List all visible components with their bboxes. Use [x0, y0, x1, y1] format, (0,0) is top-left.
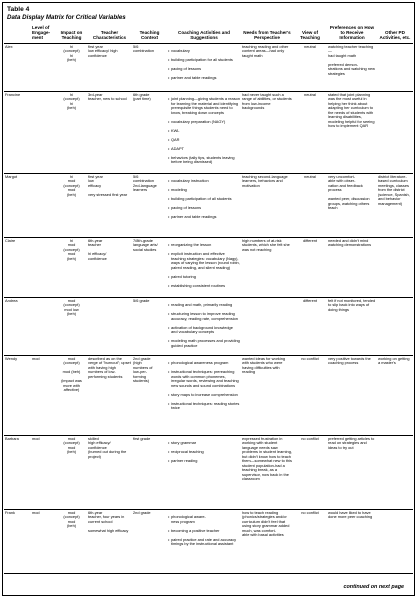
context-cell: 5/6 combination — [132, 43, 167, 91]
other-cell — [377, 237, 413, 297]
coaching-item: • KWL — [168, 129, 240, 134]
table-row — [4, 237, 413, 297]
teacher-name: Claire — [4, 237, 31, 297]
impact-cell: mod (concept) mod (beh) — [56, 509, 87, 573]
engagement-cell: mod — [31, 435, 56, 509]
needs-cell: high numbers of at-risk students, which she felt she was not reaching — [241, 237, 293, 297]
table-page — [2, 2, 415, 596]
table-row — [4, 509, 413, 573]
coaching-cell — [167, 435, 241, 509]
characteristics-cell: described as on the verge of "burnout"; upset with having high numbers of low-performing students — [87, 355, 132, 435]
context-cell: 7/8th-grade language arts/ social studies — [132, 237, 167, 297]
data-display-matrix — [4, 24, 413, 574]
view-cell: no conflict — [293, 355, 327, 435]
table-title: Data Display Matrix for Critical Variables — [7, 14, 126, 21]
coaching-item: • building participation for all students — [168, 58, 240, 63]
coaching-item: • partner reading — [168, 459, 240, 464]
table-row — [4, 91, 413, 173]
other-cell — [377, 509, 413, 573]
needs-cell: wanted ideas for working with students who were having difficulties with reading — [241, 355, 293, 435]
coaching-item: • paired tutoring — [168, 275, 240, 280]
engagement-cell — [31, 297, 56, 355]
characteristics-cell: first year low efficacy/ high confidence — [87, 43, 132, 91]
header-engagement: Level of Engage- ment — [31, 24, 56, 43]
impact-cell: mod (concept) mod low (beh) — [56, 297, 87, 355]
coaching-item: • ADAPT — [168, 147, 240, 152]
coaching-item: • instructional techniques: reading stories twice — [168, 402, 240, 411]
preferences-cell: very uncomfort- able with obser- vation and feedback process wanted peer, discussion groups, watching others teach — [327, 173, 377, 237]
needs-cell: expressed frustration in working with student language needs saw problems in student learning, but didn't know how to teach them—somewhat new to this student population-had a teaching break, as a supervisor, now back in the classroom — [241, 435, 293, 509]
table-header — [3, 3, 414, 24]
coaching-item: • phonological awareness program — [168, 361, 240, 366]
view-cell: no conflict — [293, 509, 327, 573]
needs-cell: teaching second-language learners, behaviors and motivation — [241, 173, 293, 237]
coaching-item: • modeling — [168, 188, 240, 193]
coaching-item: • reciprocal teaching — [168, 450, 240, 455]
preferences-cell: stated that joint planning was the most useful in helping her think about adapting her curriculum to the needs of students with learning disabilities, modeling helpful for seeing how to implement QAR — [327, 91, 377, 173]
header-row — [4, 24, 413, 43]
other-cell — [377, 435, 413, 509]
impact-cell: mod (concept) mod (beh) (impact was more with affective) — [56, 355, 87, 435]
coaching-item: • joint planning—giving students a reason for learning the material and identifying prerequisite things students need to know, breaking down concepts — [168, 97, 240, 115]
table-row — [4, 173, 413, 237]
coaching-cell — [167, 173, 241, 237]
header-context: Teaching Context — [132, 24, 167, 43]
context-cell: 5/6 combination 2nd-language learners — [132, 173, 167, 237]
context-cell: 2nd grade — [132, 509, 167, 573]
coaching-item: • vocabulary instruction — [168, 179, 240, 184]
coaching-item: • becoming a positive teacher — [168, 529, 240, 534]
other-cell: district literature-based curriculum meetings, classes from the district (science, Spanish, and behavior management) — [377, 173, 413, 237]
coaching-item: • explicit instruction and effective teaching strategies: vocabulary (Nagy), ways of varying the lesson (round robin, paired reading, and silent reading) — [168, 252, 240, 270]
characteristics-cell: 6th-year teacher hi efficacy/ confidence — [87, 237, 132, 297]
characteristics-cell: 3rd-year teacher, new to school — [87, 91, 132, 173]
header-coaching: Coaching Activities and Suggestions — [167, 24, 241, 43]
table-row — [4, 355, 413, 435]
coaching-cell — [167, 43, 241, 91]
other-cell: working on getting a master's — [377, 355, 413, 435]
needs-cell: how to teach reading (phonics/strategies and/or curriculum didn't feel that using story grammar added much, was comfort- able with basal activities — [241, 509, 293, 573]
coaching-cell — [167, 237, 241, 297]
coaching-item: • activation of background knowledge and vocabulary concepts — [168, 326, 240, 335]
coaching-item: • reading and math, primarily reading — [168, 303, 240, 308]
view-cell: no conflict — [293, 435, 327, 509]
coaching-item: • vocabulary preparation (NAGY) — [168, 120, 240, 125]
preferences-cell: very positive towards the coaching process — [327, 355, 377, 435]
coaching-item: • partner and table readings — [168, 76, 240, 81]
teacher-name: Barbara — [4, 435, 31, 509]
coaching-item: • story grammar — [168, 441, 240, 446]
preferences-cell: watching teacher teaching— had taught math preferred demon- strations and watching new strategies — [327, 43, 377, 91]
characteristics-cell: 6th-year teacher, four years in current school somewhat high efficacy — [87, 509, 132, 573]
impact-cell: hi (concept) hi (beh) — [56, 43, 87, 91]
context-cell: 2nd grade (high numbers of low-per- forming students) — [132, 355, 167, 435]
coaching-cell — [167, 91, 241, 173]
coaching-item: • story maps to increase comprehension — [168, 393, 240, 398]
engagement-cell: mod — [31, 355, 56, 435]
coaching-item: • partner and table readings — [168, 215, 240, 220]
view-cell: different — [293, 237, 327, 297]
table-number: Table 4 — [7, 6, 30, 13]
header-name — [4, 24, 31, 43]
preferences-cell: needed and didn't mind watching demonstrations — [327, 237, 377, 297]
needs-cell: had never taught such a range of abilities, or students from low-income backgrounds — [241, 91, 293, 173]
other-cell — [377, 297, 413, 355]
engagement-cell — [31, 43, 56, 91]
impact-cell: hi mod (concept) mod (beh) — [56, 173, 87, 237]
context-cell: 5/6 grade — [132, 297, 167, 355]
characteristics-cell: first year low efficacy very stressed first year — [87, 173, 132, 237]
view-cell: different — [293, 297, 327, 355]
engagement-cell: mod — [31, 509, 56, 573]
context-cell: first grade — [132, 435, 167, 509]
table-row — [4, 435, 413, 509]
header-view: View of Teaching — [293, 24, 327, 43]
coaching-item: • behaviors (tally tips, students leaving before being dismissed) — [168, 156, 240, 165]
view-cell: neutral — [293, 43, 327, 91]
coaching-cell — [167, 355, 241, 435]
preferences-cell: felt if not monitored, tended to slip back into ways of doing things — [327, 297, 377, 355]
coaching-item: • phonological aware- ness program — [168, 515, 240, 524]
coaching-item: • establishing consistent routines — [168, 284, 240, 289]
coaching-item: • instructional techniques: prereaching words with common phonemes, irregular words, reviewing and teaching new sounds and sound combinations — [168, 370, 240, 388]
view-cell: neutral — [293, 91, 327, 173]
engagement-cell — [31, 173, 56, 237]
characteristics-cell — [87, 297, 132, 355]
engagement-cell — [31, 237, 56, 297]
header-other: Other PD Activities, etc. — [377, 24, 413, 43]
table-row — [4, 297, 413, 355]
coaching-cell — [167, 509, 241, 573]
impact-cell: hi (concept) hi (beh) — [56, 91, 87, 173]
preferences-cell: preferred getting articles to read on strategies and ideas to try out — [327, 435, 377, 509]
coaching-item: • reorganizing the lesson — [168, 243, 240, 248]
view-cell: neutral — [293, 173, 327, 237]
coaching-item: • modeling math processes and providing guided practice — [168, 339, 240, 348]
teacher-name: Francine — [4, 91, 31, 173]
other-cell — [377, 91, 413, 173]
coaching-item: • vocabulary — [168, 49, 240, 54]
continued-note: continued on next page — [343, 584, 404, 590]
context-cell: 6th grade (part time) — [132, 91, 167, 173]
header-preferences: Preferences on How to Receive Information — [327, 24, 377, 43]
teacher-name: Wendy — [4, 355, 31, 435]
header-characteristics: Teacher Characteristics — [87, 24, 132, 43]
teacher-name: Margot — [4, 173, 31, 237]
coaching-item: • structuring lesson to improve reading accuracy, reading rate, comprehension — [168, 312, 240, 321]
coaching-item: • paired practice and rate and accuracy timings by the instructional assistant — [168, 538, 240, 547]
header-impact: Impact on Teaching — [56, 24, 87, 43]
coaching-item: • building participation of all students — [168, 197, 240, 202]
table-row — [4, 43, 413, 91]
teacher-name: Frank — [4, 509, 31, 573]
impact-cell: mod (concept) mod (beh) — [56, 435, 87, 509]
needs-cell: teaching reading and other content areas—had only taught math — [241, 43, 293, 91]
engagement-cell — [31, 91, 56, 173]
coaching-item: • pacing of lessons — [168, 206, 240, 211]
preferences-cell: would have liked to have done more peer coaching — [327, 509, 377, 573]
header-needs: Needs from Teacher's Perspective — [241, 24, 293, 43]
characteristics-cell: skilled high efficacy/ confidence (burned out during the project) — [87, 435, 132, 509]
teacher-name: Alex — [4, 43, 31, 91]
other-cell — [377, 43, 413, 91]
impact-cell: hi mod (concept) mod (beh) — [56, 237, 87, 297]
coaching-item: • QAR — [168, 138, 240, 143]
needs-cell — [241, 297, 293, 355]
teacher-name: Andrea — [4, 297, 31, 355]
coaching-cell — [167, 297, 241, 355]
coaching-item: • pacing of lessons — [168, 67, 240, 72]
